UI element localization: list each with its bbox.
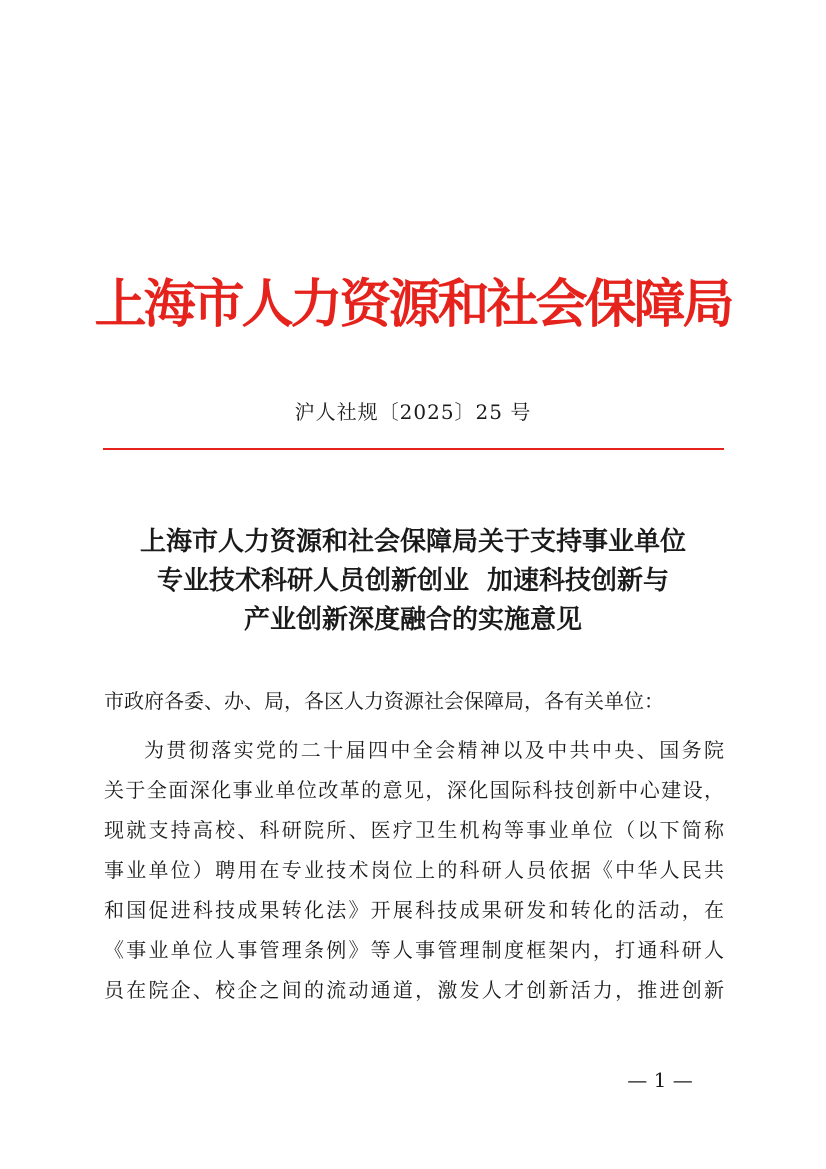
body-line: 事业单位）聘用在专业技术岗位上的科研人员依据《中华人民共: [104, 858, 724, 882]
document-number: 沪人社规〔2025〕25 号: [294, 400, 532, 424]
body-paragraph: [104, 730, 724, 1010]
title-line: 上海市人力资源和社会保障局关于支持事业单位: [139, 527, 686, 557]
document-title: [0, 523, 826, 640]
page-number: — 1 —: [627, 1068, 693, 1092]
issuing-authority: 上海市人力资源和社会保障局: [94, 274, 732, 335]
title-line: 产业创新深度融合的实施意见: [243, 605, 582, 635]
body-line: 为贯彻落实党的二十届四中全会精神以及中共中央、国务院: [144, 738, 724, 762]
red-separator-line: [103, 448, 724, 450]
salutation: 市政府各委、办、局，各区人力资源社会保障局，各有关单位：: [104, 689, 664, 713]
body-line: 关于全面深化事业单位改革的意见，深化国际科技创新中心建设，: [104, 778, 724, 802]
title-line: 专业技术科研人员创新创业 加速科技创新与: [156, 566, 670, 596]
body-line: 现就支持高校、科研院所、医疗卫生机构等事业单位（以下简称: [104, 818, 724, 842]
body-line: 员在院企、校企之间的流动通道，激发人才创新活力，推进创新: [104, 978, 724, 1002]
body-line: 和国促进科技成果转化法》开展科技成果研发和转化的活动，在: [104, 898, 724, 922]
body-line: 《事业单位人事管理条例》等人事管理制度框架内，打通科研人: [104, 938, 724, 962]
